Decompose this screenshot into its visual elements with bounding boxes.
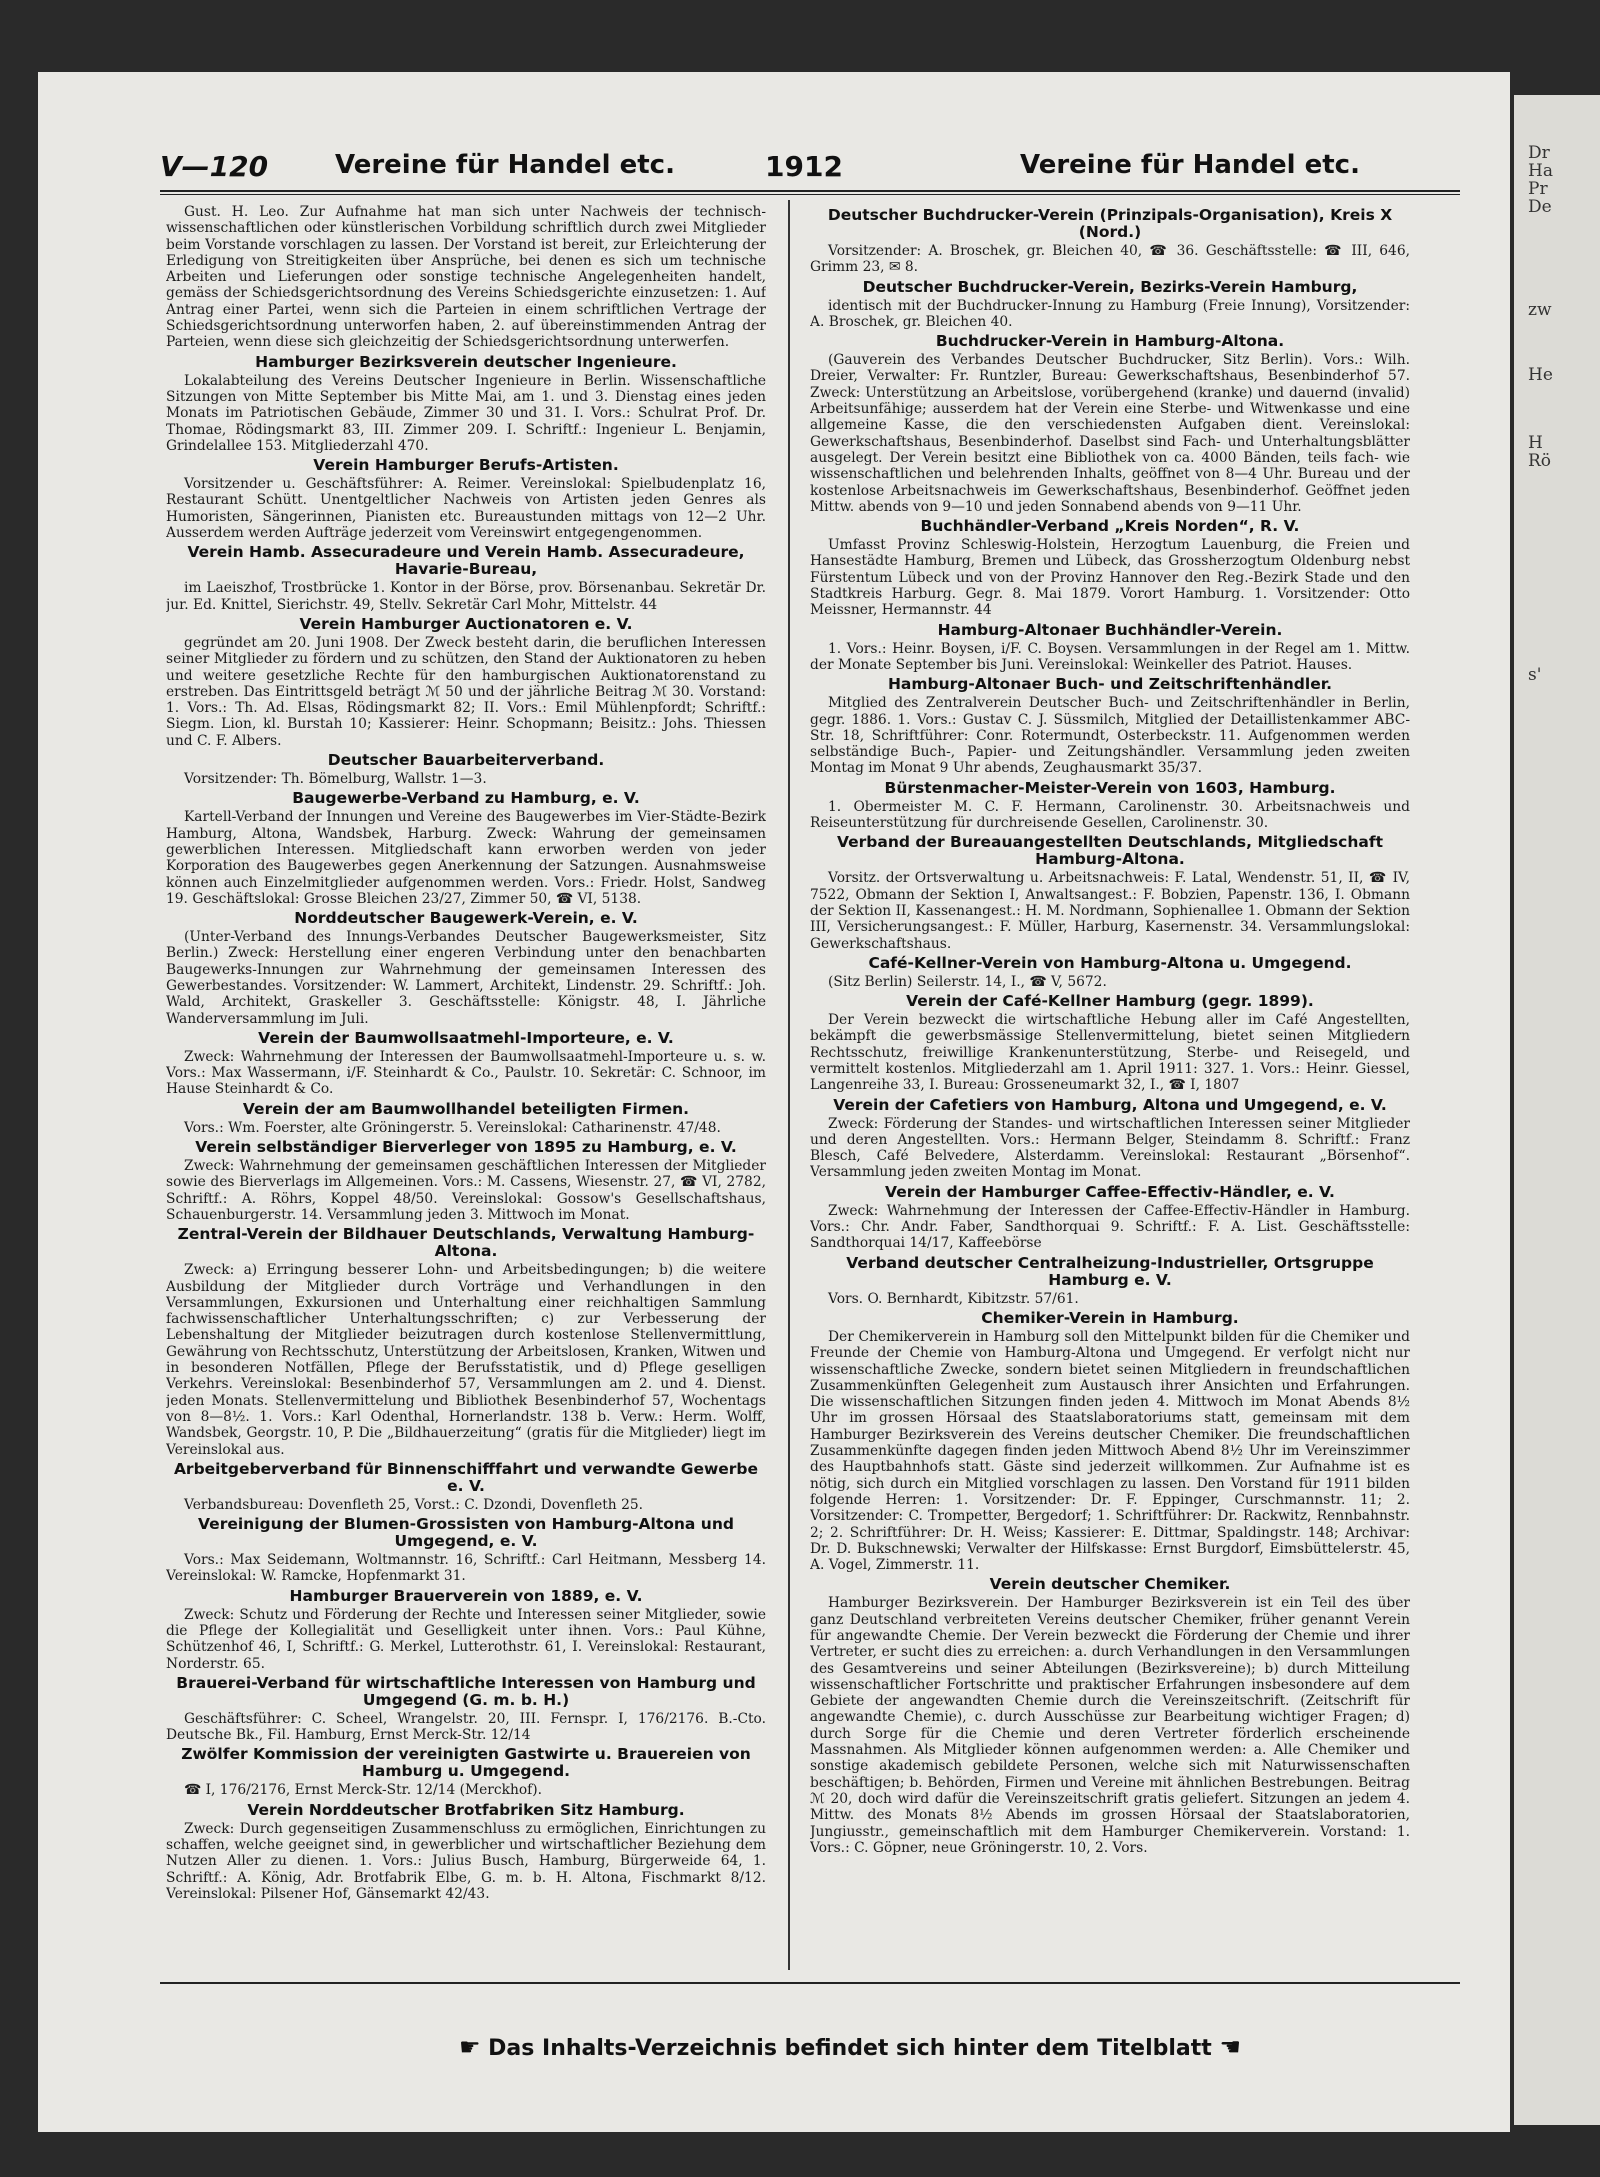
footer-notice bbox=[400, 2033, 1300, 2061]
bottom-rule bbox=[160, 1982, 1460, 1984]
entry-title: Verein Norddeutscher Brotfabriken Sitz Hamburg. bbox=[247, 1800, 685, 1819]
entry-title: Verein der Cafetiers von Hamburg, Altona und Umgegend, e. V. bbox=[833, 1095, 1387, 1114]
margin-fragment: s' bbox=[1528, 665, 1542, 685]
entry-title: Bürstenmacher-Meister-Verein von 1603, Hamburg. bbox=[884, 778, 1336, 797]
entry bbox=[810, 279, 1410, 331]
margin-fragment: H bbox=[1528, 433, 1543, 453]
entry-text: Zweck: Wahrnehmung der Interessen der Caffee-Effectiv-Händler in Hamburg. Vors.: Chr. Andr. Faber, Sandthorquai 9. Schriftf.: F. A. List. Geschäftsstelle: Sandthorquai 14/17, Kaffeebörse bbox=[810, 1202, 1410, 1252]
entry-title: Hamburg-Altonaer Buchhändler-Verein. bbox=[937, 620, 1283, 639]
entry bbox=[810, 834, 1410, 951]
entry-text: Vors.: Max Seidemann, Woltmannstr. 16, Schriftf.: Carl Heitmann, Messberg 14. Vereinslokal: W. Ramcke, Hopfenmarkt 31. bbox=[166, 1552, 766, 1585]
entry-text: Der Chemikerverein in Hamburg soll den Mittelpunkt bilden für die Chemiker und Freunde der Chemie von Hamburg-Altona und Umgegend. Er verfolgt nicht nur wissenschaftliche Zwecke, sondern bietet seinen Mitgliedern in freundschaftlichen Zusammenkünften Gelegenheit zum Austausch ihrer Ansichten und Erfahrungen. Die wissenschaftlichen Sitzungen finden jeden 4. Mittwoch im Monat Abends 8½ Uhr im grossen Hörsaal des Staatslaboratoriums statt, gemeinsam mit dem Hamburger Bezirksverein des Vereins deutscher Chemiker. Die freundschaftlichen Zusammenkünfte dagegen finden jeden Mittwoch Abend 8½ Uhr im Vereinszimmer des Hauptbahnhofs statt. Gäste sind jederzeit willkommen. Zur Aufnahme ist es nötig, sich durch ein Mitglied vorschlagen zu lassen. Den Vorstand für 1911 bilden folgende Herren: 1. Vorsitzender: Dr. F. Eppinger, Curschmannstr. 11; 2. Vorsitzender: C. Trompetter, Bergedorf; 1. Schriftführer: Dr. Rackwitz, Rennbahnstr. 2; 2. Schriftführer: Dr. H. Weiss; Kassierer: E. Dittmar, Spaldingstr. 148; Archivar: Dr. D. Bukschnewski; Verwalter der Hilfskasse: Ernst Burgdorf, Eimsbüttelerstr. 45, A. Vogel, Zimmerstr. 11. bbox=[810, 1328, 1410, 1574]
entry bbox=[810, 955, 1410, 990]
running-title-left: Vereine für Handel etc. bbox=[335, 150, 675, 180]
entry-title: Chemiker-Verein in Hamburg. bbox=[981, 1308, 1239, 1327]
entry-text: Zweck: Förderung der Standes- und wirtschaftlichen Interessen seiner Mitglieder und deren Angestellten. Vors.: Hermann Belger, Steindamm 8. Schriftf.: Franz Blesch, Café Belvedere, Alsterdamm. Vereinslokal: Restaurant „Börsenhof“. Versammlung jeden zweiten Montag im Monat. bbox=[810, 1115, 1410, 1181]
entry-title: Deutscher Buchdrucker-Verein (Prinzipals-Organisation), Kreis X (Nord.) bbox=[827, 206, 1393, 241]
margin-fragment: Dr bbox=[1528, 143, 1550, 163]
entry bbox=[166, 1675, 766, 1744]
entry-text: Vorsitzender u. Geschäftsführer: A. Reimer. Vereinslokal: Spielbudenplatz 16, Restaurant Schütt. Unentgeltlicher Nachweis von Artisten jeden Genres als Humoristen, Sängerinnen, Pianisten etc. Bureaustunden mittags von 12—2 Uhr. Ausserdem werden Aufträge jederzeit vom Vereinswirt entgegengenommen. bbox=[166, 476, 766, 542]
entry-text: Zweck: a) Erringung besserer Lohn- und Arbeitsbedingungen; b) die weitere Ausbildung der Mitglieder durch Vorträge und Verhandlungen in den Versammlungen, Exkursionen und Unterhaltung einer reichhaltigen Sammlung fachwissenschaftlicher Unterhaltungsschriften; c) zur Verbesserung der Lebenshaltung der Mitglieder beizutragen durch kostenlose Stellenvermittlung, Gewährung von Rechtsschutz, Unterstützung der Arbeitslosen, Kranken, Witwen und in besonderen Notfällen, Pflege der Berufsstatistik, und d) Pflege geselligen Verkehrs. Vereinslokal: Besenbinderhof 57, Versammlungen am 2. und 4. Dienst. jeden Monats. Stellenvermittelung und Bibliothek Besenbinderhof 57, Wochentags von 8—8½. 1. Vors.: Karl Odenthal, Hornerlandstr. 138 b. Verw.: Herm. Wolff, Wandsbek, Georgstr. 10, P. Die „Bildhauerzeitung“ (gratis für die Mitglieder) liegt im Vereinslokal aus. bbox=[166, 1262, 766, 1458]
margin-fragment: Pr bbox=[1528, 179, 1548, 199]
entry bbox=[166, 910, 766, 1027]
entry-text: identisch mit der Buchdrucker-Innung zu Hamburg (Freie Innung), Vorsitzender: A. Broschek, gr. Bleichen 40. bbox=[810, 297, 1410, 330]
margin-fragment: Ha bbox=[1528, 161, 1553, 181]
entry-text: Vors.: Wm. Foerster, alte Gröningerstr. 5. Vereinslokal: Catharinenstr. 47/48. bbox=[184, 1119, 721, 1136]
margin-fragment: De bbox=[1528, 197, 1552, 217]
entry bbox=[810, 780, 1410, 832]
entry-text: Umfasst Provinz Schleswig-Holstein, Herzogtum Lauenburg, die Freien und Hansestädte Hamburg, Bremen und Lübeck, das Grossherzogtum Oldenburg nebst Fürstentum Lübeck und von der Provinz Hannover den Reg.-Bezirk Stade und den Stadtkreis Harburg. Gegr. 8. Mai 1879. Vorort Hamburg. 1. Vorsitzender: Otto Meissner, Hermannstr. 44 bbox=[810, 537, 1410, 619]
entry-title: Baugewerbe-Verband zu Hamburg, e. V. bbox=[292, 789, 640, 808]
entry-text: im Laeiszhof, Trostbrücke 1. Kontor in der Börse, prov. Börsenanbau. Sekretär Dr. jur. Ed. Knittel, Sierichstr. 49, Stellv. Sekretär Carl Mohr, Mittelstr. 44 bbox=[166, 580, 766, 613]
entry-text: 1. Vors.: Heinr. Boysen, i/F. C. Boysen. Versammlungen in der Regel am 1. Mittw. der Monate September bis Juni. Vereinslokal: Weinkeller des Patriot. Hauses. bbox=[810, 640, 1410, 673]
entry bbox=[166, 1802, 766, 1902]
entry-title: Verband der Bureauangestellten Deutschlands, Mitgliedschaft Hamburg-Altona. bbox=[837, 833, 1383, 869]
entry bbox=[166, 790, 766, 907]
entry-text: Lokalabteilung des Vereins Deutscher Ingenieure in Berlin. Wissenschaftliche Sitzungen von Mitte September bis Mitte Mai, am 1. und 3. Dienstag eines jeden Monats im Patriotischen Gebäude, Zimmer 30 und 31. I. Vors.: Schulrat Prof. Dr. Thomae, Rödingsmarkt 83, III. Zimmer 209. I. Schriftf.: Ingenieur L. Benjamin, Grindelallee 153. Mitgliederzahl 470. bbox=[166, 372, 766, 454]
entry bbox=[166, 1139, 766, 1223]
entry bbox=[166, 1226, 766, 1458]
entry bbox=[166, 1746, 766, 1798]
entry-text: Zweck: Durch gegenseitigen Zusammenschluss zu ermöglichen, Einrichtungen zu schaffen, welche geeignet sind, in gewerblicher und wirtschaftlicher Beziehung dem Nutzen Aller zu dienen. 1. Vors.: Julius Busch, Hamburg, Bürgerweide 64, 1. Schriftf.: A. König, Adr. Brotfabrik Elbe, G. m. b. H. Altona, Fischmarkt 8/12. Vereinslokal: Pilsener Hof, Gänsemarkt 42/43. bbox=[166, 1820, 766, 1902]
entry bbox=[810, 993, 1410, 1093]
entry-text: (Sitz Berlin) Seilerstr. 14, I., ☎ V, 5672. bbox=[828, 973, 1107, 990]
entry bbox=[166, 1588, 766, 1672]
entry-text: Hamburger Bezirksverein. Der Hamburger Bezirksverein ist ein Teil des über ganz Deutschland verbreiteten Vereins deutscher Chemiker, früher genannt Verein für angewandte Chemie. Der Verein bezweckt die Förderung der Chemie und ihrer Vertreter, er sucht dies zu erreichen: a. durch Verhandlungen in den Versammlungen des Gesamtvereins und seiner Abteilungen (Bezirksvereine); b) durch Mitteilung wissenschaftlicher Fortschritte und praktischer Erfahrungen insbesondere auf dem Gebiete der angewandten Chemie durch die Vereinszeitschrift. (Zeitschrift für angewandte Chemie), c. durch Ausschüsse zur Bearbeitung wichtiger Fragen; d) durch Sorge für die Chemie und deren Vertreter förderlich erscheinende Massnahmen. Als Mitglieder können aufgenommen werden: a. Alle Chemiker und sonstige akademisch gebildete Personen, welche sich mit Naturwissenschaften beschäftigen; b. Behörden, Firmen und Vereine mit ähnlichen Bestrebungen. Beitrag ℳ 20, doch wird dafür die Vereinszeitschrift gratis geliefert. Sitzungen an jedem 4. Mittw. des Monats 8½ Abends im grossen Hörsaal der Staatslaboratorien, Jungiusstr., gemeinschaftlich mit dem Hamburger Chemikerverein. Vorstand: 1. Vors.: C. Göpner, neue Gröningerstr. 10, 2. Vors. bbox=[810, 1595, 1410, 1856]
entry bbox=[166, 457, 766, 541]
header-rule-thin bbox=[160, 194, 1460, 195]
entry-text: Zweck: Schutz und Förderung der Rechte und Interessen seiner Mitglieder, sowie die Pflege der Kollegialität und Geselligkeit unter ihnen. Vors.: Paul Kühne, Schützenhof 46, I, Schriftf.: G. Merkel, Lutterothstr. 61, I. Vereinslokal: Restaurant, Norderstr. 65. bbox=[166, 1606, 766, 1672]
entry-text: Vorsitzender: Th. Bömelburg, Wallstr. 1—3. bbox=[184, 771, 487, 788]
entry-text: Der Verein bezweckt die wirtschaftliche Hebung aller im Café Angestellten, bekämpft die gewerbsmässige Stellenvermittelung, bietet seinen Mitgliedern Rechtsschutz, freiwillige Krankenunterstützung, Sterbe- und Reisegeld, und vermittelt kostenlos. Mitgliederzahl am 1. April 1911: 327. 1. Vors.: Heinr. Giessel, Langenreihe 33, I. Bureau: Grosseneumarkt 32, I., ☎ I, 1807 bbox=[810, 1012, 1410, 1094]
entry-title: Arbeitgeberverband für Binnenschifffahrt und verwandte Gewerbe e. V. bbox=[173, 1459, 759, 1495]
entry-text: Gust. H. Leo. Zur Aufnahme hat man sich unter Nachweis der technisch-wissenschaftlichen oder künstlerischen Vorbildung schriftlich durch zwei Mitglieder beim Vorstande vorschlagen zu lassen. Der Vorstand ist bereit, zur Erleichterung der Erledigung von Streitigkeiten über Ansprüche, bei denen es sich um technische Arbeiten und Lieferungen oder sonstige technische Angelegenheiten handelt, gemäss der Schiedsgerichtsordnung des Vereins Schiedsgerichte einzusetzen: 1. Auf Antrag einer Partei, wenn sich die Parteien in einem schriftlichen Vertrage der Schiedsgerichtsordnung unterworfen haben, 2. auf übereinstimmenden Antrag der Parteien, wenn diese sich gleichzeitig der Schiedsgerichtsordnung unterwerfen. bbox=[166, 204, 766, 351]
entry-text: gegründet am 20. Juni 1908. Der Zweck besteht darin, die beruflichen Interessen seiner Mitglieder zu fördern und zu schützen, den Stand der Auktionatoren zu heben und weitere gesetzliche Rechte für den hamburgischen Auktionatorenstand zu erstreben. Das Eintrittsgeld beträgt ℳ 50 und der jährliche Beitrag ℳ 30. Vorstand: 1. Vors.: Th. Ad. Elsas, Rödingsmarkt 82; II. Vors.: Emil Mühlenpfordt; Schriftf.: Siegm. Lion, kl. Burstah 10; Kassierer: Heinr. Schopmann; Beisitz.: Johs. Thiessen und C. F. Albers. bbox=[166, 634, 766, 749]
entry-text: 1. Obermeister M. C. F. Hermann, Carolinenstr. 30. Arbeitsnachweis und Reiseunterstützung für durchreisende Gesellen, Carolinenstr. 30. bbox=[810, 798, 1410, 832]
entry-title: Verein der am Baumwollhandel beteiligten Firmen. bbox=[242, 1099, 690, 1118]
entry-text: Zweck: Wahrnehmung der gemeinsamen geschäftlichen Interessen der Mitglieder sowie des Bierverlags im Allgemeinen. Vors.: M. Cassens, Wiesenstr. 27, ☎ VI, 2782, Schriftf.: A. Röhrs, Koppel 48/50. Vereinslokal: Gossow's Gesellschaftshaus, Schauenburgerstr. 14. Versammlung jeden 3. Mittwoch im Monat. bbox=[166, 1158, 766, 1223]
entry-title: Buchhändler-Verband „Kreis Norden“, R. V. bbox=[920, 517, 1300, 536]
entry-title: Hamburg-Altonaer Buch- und Zeitschriftenhändler. bbox=[887, 675, 1333, 694]
entry-title: Vereinigung der Blumen-Grossisten von Hamburg-Altona und Umgegend, e. V. bbox=[198, 1515, 734, 1551]
entry bbox=[166, 1516, 766, 1585]
entry bbox=[166, 1030, 766, 1098]
entry bbox=[810, 1576, 1410, 1856]
entry-title: Verein Hamburger Berufs-Artisten. bbox=[313, 456, 619, 475]
left-column bbox=[166, 204, 766, 1974]
entry bbox=[810, 333, 1410, 515]
entry-text: Geschäftsführer: C. Scheel, Wrangelstr. 20, III. Fernspr. I, 176/2176. B.-Cto. Deutsche Bk., Fil. Hamburg, Ernst Merck-Str. 12/14 bbox=[166, 1710, 766, 1744]
entry-text: Zweck: Wahrnehmung der Interessen der Baumwollsaatmehl-Importeure u. s. w. Vors.: Max Wassermann, i/F. Steinhardt & Co., Paulstr. 10. Sekretär: C. Schnoor, im Hause Steinhardt & Co. bbox=[166, 1048, 766, 1098]
entry bbox=[166, 1101, 766, 1136]
entry-text: Mitglied des Zentralverein Deutscher Buch- und Zeitschriftenhändler in Berlin, gegr. 1886. 1. Vors.: Gustav C. J. Süssmilch, Mitglied der Detaillistenkammer ABC-Str. 18, Schriftführer: Conr. Rotermundt, Osterbeckstr. 11. Aufgenommen werden selbständige Buch-, Papier- und Zeitungshändler. Versammlung jeden zweiten Montag im Monat 9 Uhr abends, Zeughausmarkt 35/37. bbox=[810, 695, 1410, 777]
entry-title: Verein selbständiger Bierverleger von 1895 zu Hamburg, e. V. bbox=[195, 1138, 737, 1157]
entry-text: ☎ I, 176/2176, Ernst Merck-Str. 12/14 (Merckhof). bbox=[184, 1782, 543, 1799]
entry-title: Verein deutscher Chemiker. bbox=[989, 1575, 1231, 1594]
column-divider bbox=[788, 200, 790, 1970]
entry bbox=[810, 518, 1410, 618]
entry-title: Verein Hamb. Assecuradeure und Verein Hamb. Assecuradeure, Havarie-Bureau, bbox=[187, 543, 745, 579]
entry bbox=[166, 616, 766, 749]
margin-fragment: zw bbox=[1528, 300, 1552, 320]
entry-title: Norddeutscher Baugewerk-Verein, e. V. bbox=[294, 909, 638, 928]
entry bbox=[166, 354, 766, 454]
pointing-hand-icon: ☛ bbox=[458, 2033, 481, 2061]
entry bbox=[810, 622, 1410, 674]
right-column bbox=[810, 204, 1410, 1974]
entry-title: Hamburger Brauerverein von 1889, e. V. bbox=[289, 1586, 643, 1605]
entry bbox=[810, 1184, 1410, 1252]
entry-text: Vorsitzender: A. Broschek, gr. Bleichen 40, ☎ 36. Geschäftsstelle: ☎ III, 646, Grimm 23, ✉ 8. bbox=[810, 243, 1410, 276]
entry-title: Brauerei-Verband für wirtschaftliche Interessen von Hamburg und Umgegend (G. m. b. H.) bbox=[176, 1673, 756, 1709]
entry bbox=[810, 1255, 1410, 1307]
entry bbox=[166, 752, 766, 787]
entry bbox=[810, 1097, 1410, 1181]
entry bbox=[166, 544, 766, 613]
entry-title: Verein der Café-Kellner Hamburg (gegr. 1899). bbox=[906, 992, 1314, 1011]
entry-title: Verein der Baumwollsaatmehl-Importeure, e. V. bbox=[258, 1028, 674, 1047]
entry bbox=[810, 676, 1410, 776]
entry-text: (Unter-Verband des Innungs-Verbandes Deutscher Baugewerksmeister, Sitz Berlin.) Zweck: Herstellung einer engeren Verbindung unter den benachbarten Baugewerks-Innungen zur Wahrnehmung der gemeinsamen Interessen des Gewerbestandes. Vorsitzender: W. Lammert, Architekt, Lindenstr. 29. Schriftf.: Joh. Wald, Architekt, Graskeller 3. Geschäftsstelle: Königstr. 48, I. Jährliche Wanderversammlung im Juli. bbox=[166, 929, 766, 1027]
entry bbox=[166, 204, 766, 351]
entry bbox=[166, 1461, 766, 1513]
year-label: 1912 bbox=[765, 150, 843, 183]
entry-text: Vors. O. Bernhardt, Kibitzstr. 57/61. bbox=[828, 1290, 1079, 1307]
entry-title: Buchdrucker-Verein in Hamburg-Altona. bbox=[935, 332, 1285, 351]
entry-title: Zwölfer Kommission der vereinigten Gastwirte u. Brauereien von Hamburg u. Umgegend. bbox=[181, 1745, 751, 1781]
entry-title: Deutscher Buchdrucker-Verein, Bezirks-Verein Hamburg, bbox=[862, 277, 1358, 296]
entry-title: Verband deutscher Centralheizung-Industrieller, Ortsgruppe Hamburg e. V. bbox=[846, 1253, 1374, 1289]
footer-text: Das Inhalts-Verzeichnis befindet sich hinter dem Titelblatt bbox=[488, 2036, 1212, 2061]
entry-title: Hamburger Bezirksverein deutscher Ingenieure. bbox=[255, 352, 677, 371]
entry-title: Deutscher Bauarbeiterverband. bbox=[327, 751, 605, 770]
page-number: V—120 bbox=[160, 150, 269, 183]
entry-text: Verbandsbureau: Dovenfleth 25, Vorst.: C. Dzondi, Dovenfleth 25. bbox=[184, 1496, 644, 1513]
margin-fragment: He bbox=[1528, 365, 1553, 385]
running-title-right: Vereine für Handel etc. bbox=[1020, 150, 1360, 180]
entry-title: Zentral-Verein der Bildhauer Deutschlands, Verwaltung Hamburg-Altona. bbox=[177, 1225, 755, 1261]
entry-text: Kartell-Verband der Innungen und Vereine des Baugewerbes im Vier-Städte-Bezirk Hamburg, Altona, Wandsbek, Harburg. Zweck: Wahrung der gemeinsamen gewerblichen Interessen. Mitgliedschaft kann erworben werden von jeder Korporation des Baugewerbes gegen Anerkennung der Satzungen. Ausnahmsweise können auch Einzelmitglieder aufgenommen werden. Vors.: Friedr. Holst, Sandweg 19. Geschäftslokal: Grosse Bleichen 23/27, Zimmer 50, ☎ VI, 5138. bbox=[166, 809, 766, 907]
entry-title: Café-Kellner-Verein von Hamburg-Altona u. Umgegend. bbox=[868, 953, 1352, 972]
entry-text: Vorsitz. der Ortsverwaltung u. Arbeitsnachweis: F. Latal, Wendenstr. 51, II, ☎ IV, 7522, Obmann der Sektion I, Anwaltsangest.: F. Bobzien, Papenstr. 136, I. Obmann der Sektion II, Kassenangest.: H. M. Nordmann, Sophienallee 1. Obmann der Sektion III, Versicherungsangest.: F. Müller, Harburg, Kasernenstr. 34. Versammlungslokal: Gewerkschaftshaus. bbox=[810, 870, 1410, 952]
margin-fragment: Rö bbox=[1528, 451, 1552, 471]
pointing-hand-icon: ☚ bbox=[1219, 2033, 1242, 2061]
entry-text: (Gauverein des Verbandes Deutscher Buchdrucker, Sitz Berlin). Vors.: Wilh. Dreier, Verwalter: Fr. Runtzler, Bureau: Gewerkschaftshaus, Besenbinderhof 57. Zweck: Unterstützung an Arbeitslose, vorübergehend (kranke) und dauernd (invalid) Arbeitsunfähige; ausserdem hat der Verein eine Sterbe- und Witwenkasse und eine allgemeine Kasse, die den verschiedensten Aufgaben dient. Vereinslokal: Gewerkschaftshaus, Besenbinderhof. Daselbst sind Fach- und Unterhaltungsblätter ausgelegt. Der Verein besitzt eine Bibliothek von ca. 4000 Bänden, teils fach- wie wissenschaftlichen und belehrenden Inhalts, geöffnet von 8—4 Uhr. Bureau und der kostenlose Arbeitsnachweis im Gewerkschaftshaus, Besenbinderhof. Geöffnet jeden Mittw. abends von 9—10 und jeden Sonnabend abends von 9—11 Uhr. bbox=[810, 352, 1410, 515]
entry bbox=[810, 207, 1410, 276]
entry-title: Verein Hamburger Auctionatoren e. V. bbox=[299, 614, 633, 633]
entry bbox=[810, 1310, 1410, 1573]
entry-title: Verein der Hamburger Caffee-Effectiv-Händler, e. V. bbox=[885, 1182, 1335, 1201]
adjacent-page-edge bbox=[1514, 95, 1600, 2125]
header-rule bbox=[160, 190, 1460, 192]
